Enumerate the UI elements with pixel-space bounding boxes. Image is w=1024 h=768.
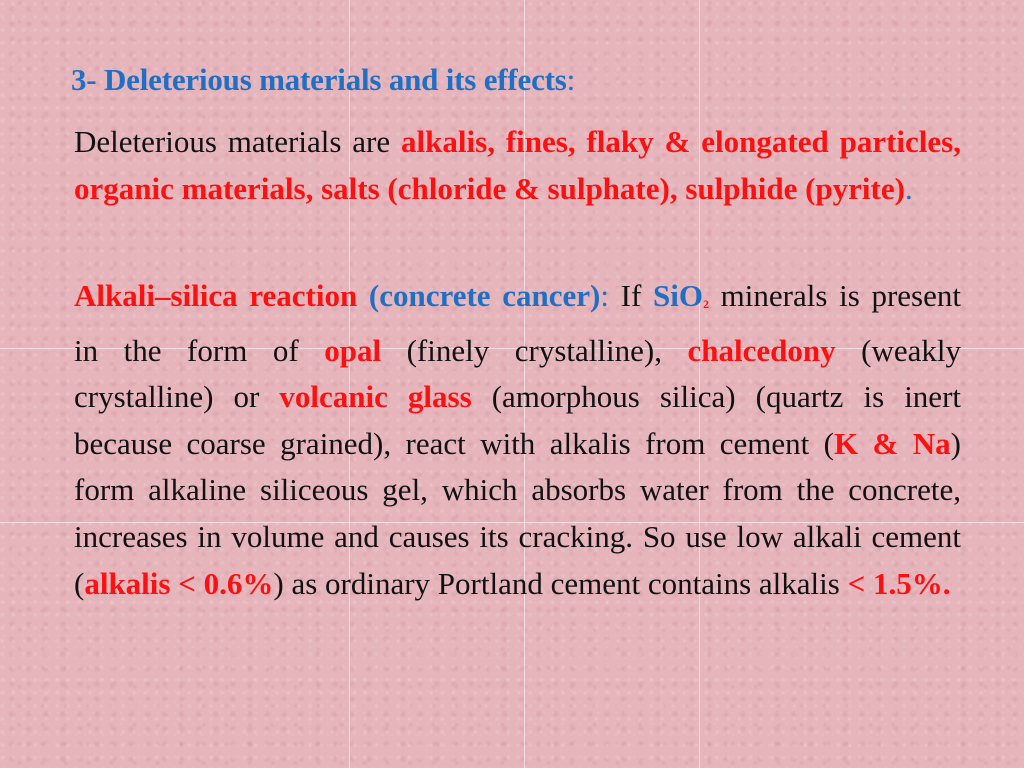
chalcedony-term: chalcedony [687,332,836,368]
heading-colon: : [566,62,576,97]
low-alkali-limit: alkalis < 0.6% [84,565,274,601]
slide-heading [71,62,575,98]
paragraph2-text2: (finely crystalline), [381,332,688,368]
paragraph2-text4: (amorphous silica) (quartz is inert because coarse grained), react with alkalis from cement ( [74,379,961,461]
slide-content [71,0,961,768]
heading-text: Deleterious materials and its effects [103,62,567,97]
sio-text: SiO [653,278,703,313]
term-colon: : [600,278,609,313]
portland-alkali-limit: < 1.5%. [847,565,951,601]
heading-number: 3- [71,62,104,97]
volcanic-glass-term: volcanic glass [279,379,472,415]
deleterious-materials-paragraph [74,119,961,212]
paragraph2-text1: minerals is present in the form of [74,278,961,368]
if-text: If [608,278,653,313]
opal-term: opal [324,332,382,368]
alkali-silica-reaction-term: Alkali–silica reaction [74,278,358,313]
sio2-formula [653,278,709,313]
paragraph2-text3: (weakly crystalline) or [74,332,961,415]
concrete-cancer-alias: (concrete cancer) [368,278,601,313]
paragraph1-lead: Deleterious materials are [74,124,402,159]
deleterious-materials-list: alkalis, fines, flaky & elongated particles, organic materials, salts (chloride & sulphate), sulphide (pyrite) [74,124,961,206]
paragraph2-text5: ) form alkaline siliceous gel, which absorbs water from the concrete, increases in volume and causes its cracking. So use low alkali cement ( [74,425,961,601]
paragraph1-period: . [904,170,913,206]
sio2-subscript: 2 [702,297,709,311]
alkali-silica-reaction-paragraph [74,273,961,607]
k-na-term: K & Na [834,425,951,461]
paragraph2-text6: ) as ordinary Portland cement contains alkalis [273,565,848,601]
term-space [357,278,369,313]
